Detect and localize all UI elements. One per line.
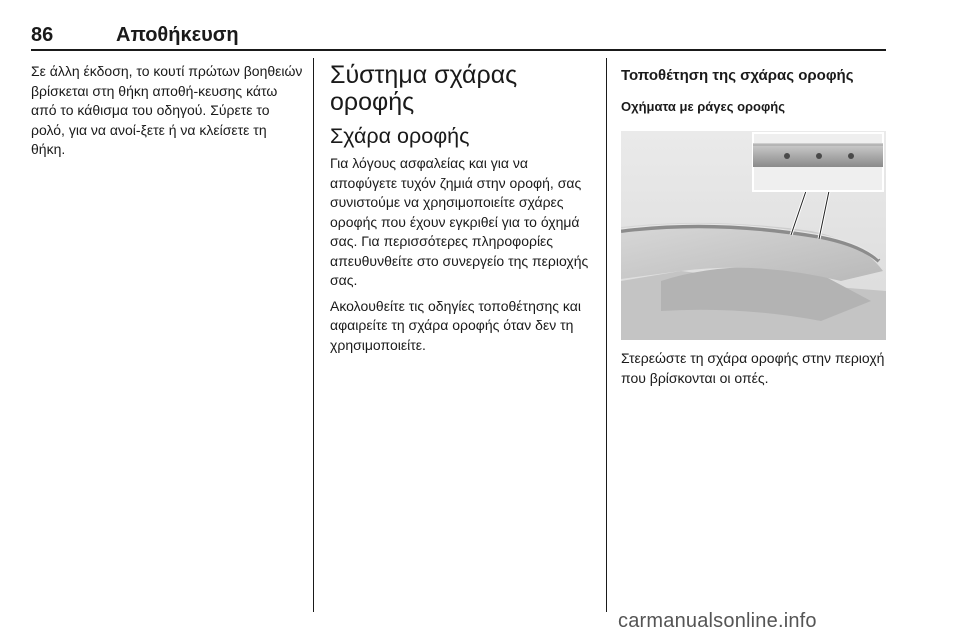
column-divider-right	[606, 58, 607, 612]
roof-rack-safety-paragraph: Για λόγους ασφαλείας και για να αποφύγετε τυχόν ζημιά στην οροφή, σας συνιστούμε να χρησιμοποιείτε σχάρες οροφής που έχουν εγκριθεί για το όχημά σας. Για περισσότερες πληροφορίες απευθυνθείτε στο συνεργείο της περιοχής σας.	[330, 155, 589, 288]
page-title: Αποθήκευση	[116, 24, 239, 46]
section-heading: Σύστημα σχάρας οροφής	[330, 61, 518, 116]
roof-rack-instructions-paragraph: Ακολουθείτε τις οδηγίες τοποθέτησης και αφαιρείτε τη σχάρα οροφής όταν δεν τη χρησιμοποιείτε.	[330, 297, 581, 353]
column-1	[31, 62, 303, 160]
mounting-hole-2	[816, 153, 822, 159]
subsection-heading: Σχάρα οροφής	[330, 124, 470, 148]
column-3	[621, 62, 887, 116]
mounting-hole-3	[848, 153, 854, 159]
mounting-hole-1	[784, 153, 790, 159]
roof-rails-illustration	[621, 131, 886, 340]
column-2	[330, 62, 596, 355]
watermark: carmanualsonline.info	[618, 610, 817, 632]
page-number: 86	[31, 24, 54, 46]
column-divider-left	[313, 58, 314, 612]
first-aid-paragraph: Σε άλλη έκδοση, το κουτί πρώτων βοηθειών βρίσκεται στη θήκη αποθή-κευσης κάτω από το κάθισμα του οδηγού. Σύρετε το ρολό, για να ανοί-ξετε ή να κλείσετε τη θήκη.	[31, 63, 303, 157]
header-divider	[31, 49, 886, 51]
mounting-heading: Τοποθέτηση της σχάρας οροφής	[621, 67, 854, 84]
roof-rails-subheading: Οχήματα με ράγες οροφής	[621, 99, 785, 114]
figure-caption: Στερεώστε τη σχάρα οροφής στην περιοχή που βρίσκονται οι οπές.	[621, 350, 885, 386]
